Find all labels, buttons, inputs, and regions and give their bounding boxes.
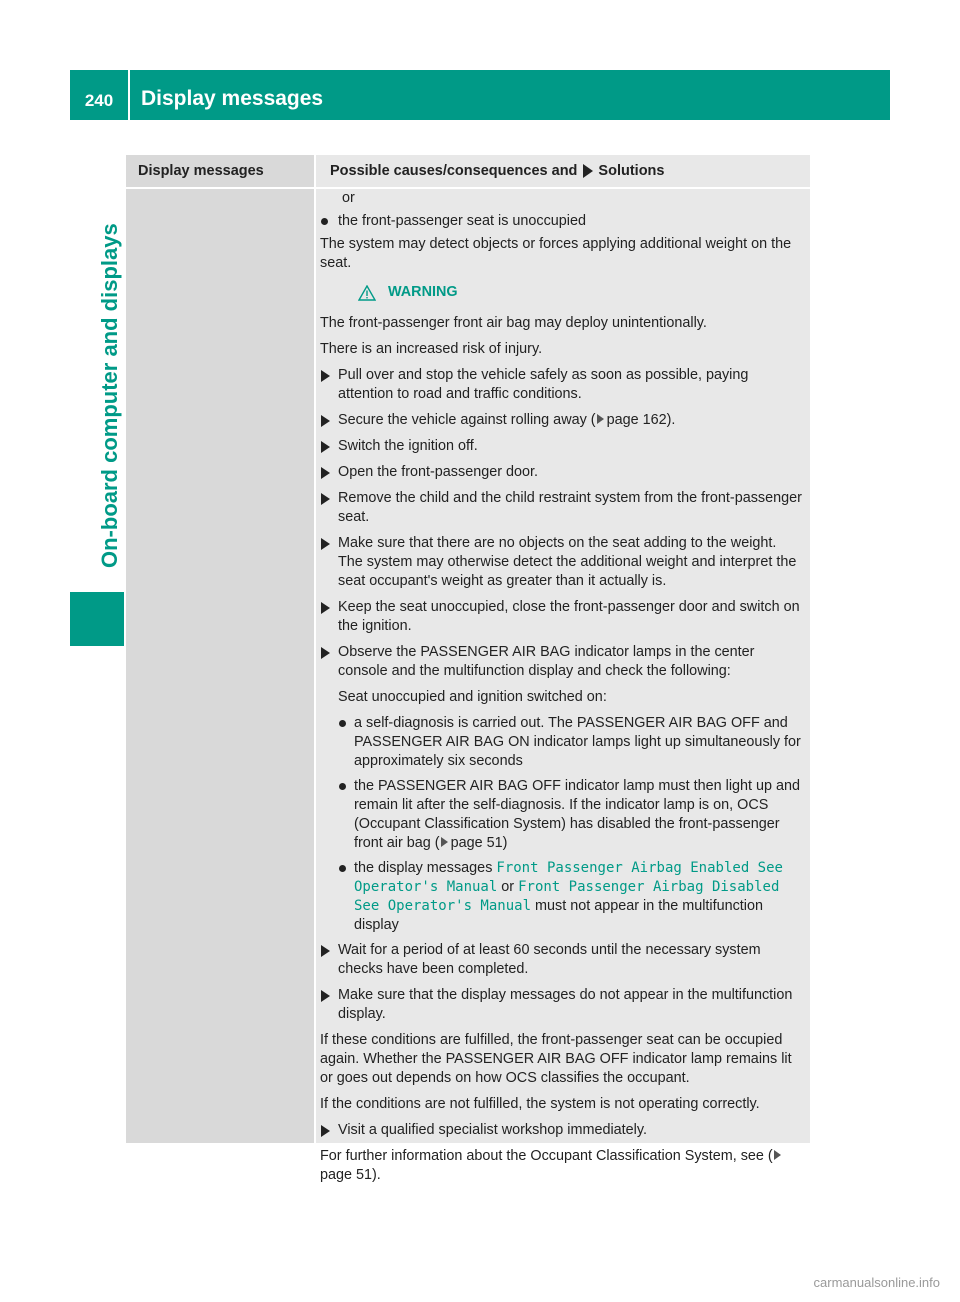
step-keep-unoccupied: Keep the seat unoccupied, close the front-passenger door and switch on the ignition. — [320, 598, 802, 636]
fulfilled-paragraph: If these conditions are fulfilled, the front-passenger seat can be occupied again. Whether the PASSENGER AIR BAG OFF indicator lamp remains lit or goes out depends on how OCS classifies the occupant. — [320, 1032, 792, 1086]
step-arrow-icon — [321, 370, 330, 382]
section-side-label: On-board computer and displays — [97, 223, 122, 568]
step-arrow-icon — [321, 990, 330, 1002]
column-header-solutions-post: Solutions — [598, 163, 665, 179]
step-no-objects-note: The system may otherwise detect the additional weight and interpret the seat occupant's weight as greater than it actually is. — [338, 554, 797, 589]
bullet-seat-unoccupied: the front-passenger seat is unoccupied — [320, 212, 802, 231]
step-arrow-icon — [321, 441, 330, 453]
check-off-lamp: the PASSENGER AIR BAG OFF indicator lamp must then light up and remain lit after the self-diagnosis. If the indicator lamp is on, OCS (Occupant Classification System) has disabled the front-passenger front air bag ( page 51) — [338, 777, 802, 853]
detect-paragraph: The system may detect objects or forces applying additional weight on the seat. — [320, 236, 792, 271]
column-header-display-messages: Display messages — [126, 155, 314, 187]
bullet-icon — [321, 218, 328, 225]
step-no-objects — [320, 534, 802, 591]
bullet-icon — [339, 783, 346, 790]
bullet-icon — [339, 865, 346, 872]
check-display-messages: the display messages Front Passenger Airbag Enabled See Operator's Manual or Front Passenger Airbag Disabled See Operator's Manual must not appear in the multifunction display — [338, 859, 802, 935]
further-info-paragraph: For further information about the Occupant Classification System, see (page 51). — [320, 1147, 802, 1185]
page-reference-icon — [597, 414, 604, 424]
step-arrow-icon — [321, 647, 330, 659]
step-arrow-icon — [321, 415, 330, 427]
warning-text-2: There is an increased risk of injury. — [320, 341, 543, 357]
page-reference-link[interactable]: page 162). — [606, 412, 676, 428]
step-no-objects-text: Make sure that there are no objects on the seat adding to the weight. — [338, 535, 777, 551]
step-remove-child: Remove the child and the child restraint system from the front-passenger seat. — [320, 489, 802, 527]
step-arrow-icon — [321, 493, 330, 505]
step-pull-over: Pull over and stop the vehicle safely as soon as possible, paying attention to road and traffic conditions. — [320, 366, 802, 404]
messages-table — [126, 155, 810, 1183]
page-reference-icon — [774, 1150, 781, 1160]
step-arrow-icon — [321, 602, 330, 614]
step-arrow-icon — [321, 1125, 330, 1137]
page-reference-link[interactable]: page 51) — [450, 835, 508, 851]
warning-heading — [320, 283, 802, 302]
bullet-icon — [339, 720, 346, 727]
page-reference-link[interactable]: page 51). — [320, 1167, 381, 1183]
or-line: or — [342, 190, 355, 206]
warning-label: WARNING — [388, 284, 458, 300]
step-secure-vehicle: Secure the vehicle against rolling away ( page 162). — [320, 411, 802, 430]
observe-checklist — [320, 714, 802, 935]
header-divider — [128, 70, 130, 120]
display-message-disabled: Front Passenger Airbag Disabled See Operator's Manual — [354, 879, 780, 914]
step-observe: Observe the PASSENGER AIR BAG indicator lamps in the center console and the multifunction display and check the following: — [320, 643, 802, 681]
section-side-block — [70, 592, 124, 646]
step-arrow-icon — [321, 945, 330, 957]
display-messages-column — [126, 155, 314, 1143]
step-wait: Wait for a period of at least 60 seconds until the necessary system checks have been completed. — [320, 941, 802, 979]
step-visit-workshop: Visit a qualified specialist workshop immediately. — [320, 1121, 802, 1140]
check-self-diagnosis: a self-diagnosis is carried out. The PASSENGER AIR BAG OFF and PASSENGER AIR BAG ON indicator lamps light up simultaneously for approximately six seconds — [338, 714, 802, 771]
not-fulfilled-paragraph: If the conditions are not fulfilled, the system is not operating correctly. — [320, 1096, 760, 1112]
step-ignition-off: Switch the ignition off. — [320, 437, 802, 456]
step-no-messages: Make sure that the display messages do not appear in the multifunction display. — [320, 986, 802, 1024]
display-message-enabled: Front Passenger Airbag Enabled See Operator's Manual — [354, 860, 783, 895]
column-header-solutions-pre: Possible causes/consequences and — [330, 163, 578, 179]
page-reference-icon — [441, 837, 448, 847]
page-number: 240 — [84, 91, 114, 110]
warning-triangle-icon — [358, 285, 376, 301]
seat-unoccupied-label: Seat unoccupied and ignition switched on: — [338, 689, 607, 705]
solution-arrow-icon — [583, 164, 593, 178]
step-arrow-icon — [321, 538, 330, 550]
page-title: Display messages — [141, 87, 324, 110]
step-open-door: Open the front-passenger door. — [320, 463, 802, 482]
warning-text-1: The front-passenger front air bag may deploy unintentionally. — [320, 315, 707, 331]
column-header-solutions — [314, 155, 810, 187]
watermark: carmanualsonline.info — [813, 1275, 940, 1290]
solutions-content — [314, 189, 808, 1192]
step-arrow-icon — [321, 467, 330, 479]
